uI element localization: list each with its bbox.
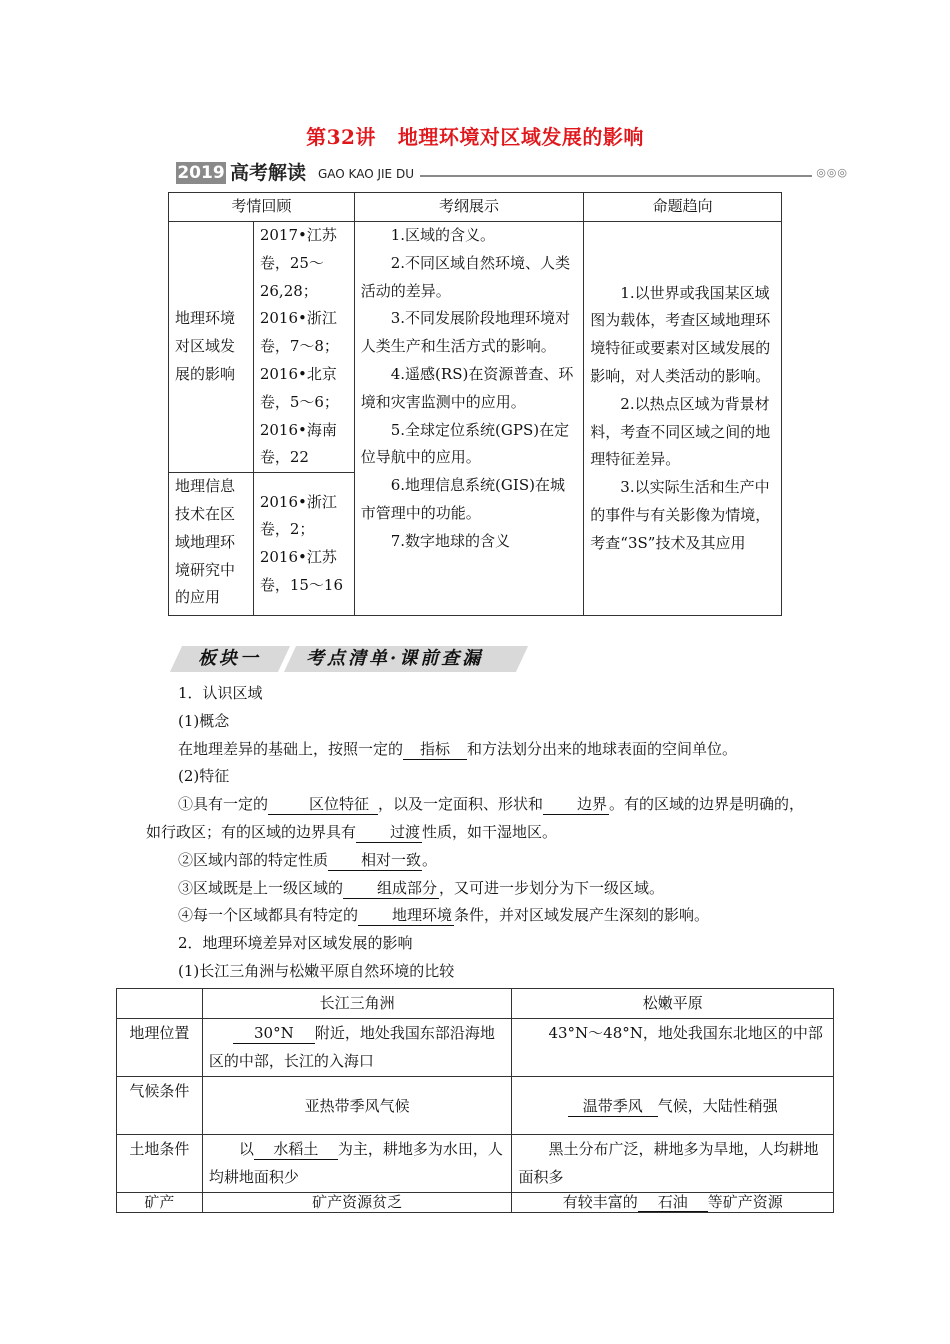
row-label: 气候条件 [117, 1077, 203, 1135]
paragraph: ②区域内部的特定性质 相对一致。 [178, 850, 438, 869]
header-blank [117, 989, 203, 1019]
row-label: 地理位置 [117, 1019, 203, 1077]
exam-cell: 2017•江苏卷，25～26,28；2016•浙江卷，7～8；2016•北京卷，5～6；2016•海南卷，22 [253, 222, 354, 473]
trend-item: 3.以实际生活和生产中的事件与有关影像为情境，考查“3S”技术及其应用 [590, 478, 771, 552]
fill-blank: 组成部分 [343, 878, 439, 899]
outline-item: 4.遥感(RS)在资源普查、环境和灾害监测中的应用。 [360, 364, 574, 411]
cell: 温带季风 气候，大陆性稍强 [512, 1077, 834, 1135]
header-songnen: 松嫩平原 [512, 989, 834, 1019]
outline-item: 6.地理信息系统(GIS)在城市管理中的功能。 [360, 476, 565, 522]
row-label: 矿产 [117, 1193, 203, 1213]
trend-item: 2.以热点区域为背景材料，考查不同区域之间的地理特征差异。 [590, 394, 771, 469]
paragraph: 在地理差异的基础上，按照一定的 指标 和方法划分出来的地球表面的空间单位。 [178, 739, 738, 758]
paragraph: ③区域既是上一级区域的 组成部分 ，又可进一步划分为下一级区域。 [178, 878, 665, 897]
outline-item: 5.全球定位系统(GPS)在定位导航中的应用。 [360, 420, 570, 467]
heading-1: 1．认识区域 [178, 684, 263, 702]
banner-year: 2019 [177, 163, 225, 183]
banner-dots-icon: ◎◎◎ [816, 166, 848, 179]
cell: 以 水稻土 为主，耕地多为水田，人均耕地面积少 [202, 1135, 512, 1193]
header-trend: 命题趋向 [584, 193, 782, 222]
trend-item: 1.以世界或我国某区域图为载体，考查区域地理环境特征或要素对区域发展的影响，对人类活动的影响。 [590, 283, 771, 385]
cell: 30°N 附近，地处我国东部沿海地区的中部，长江的入海口 [202, 1019, 512, 1077]
header-yangtze: 长江三角洲 [202, 989, 512, 1019]
section-label: 板块一 [198, 648, 261, 669]
cell: 黑土分布广泛，耕地多为旱地，人均耕地面积多 [512, 1135, 834, 1193]
topic-cell: 地理环境对区域发展的影响 [169, 222, 254, 473]
section-heading [176, 642, 526, 676]
outline-item: 1.区域的含义。 [390, 226, 496, 244]
subheading: (1)概念 [178, 711, 230, 730]
section-subtitle: 考点清单·课前查漏 [306, 648, 484, 669]
banner-name: 高考解读 [230, 162, 307, 184]
fill-blank: 30°N [233, 1023, 315, 1044]
trend-cell [584, 222, 782, 616]
cell: 亚热带季风气候 [202, 1077, 512, 1135]
outline-cell [354, 222, 584, 616]
row-label: 土地条件 [117, 1135, 203, 1193]
fill-blank: 水稻土 [254, 1139, 338, 1160]
exam-overview-table [168, 192, 782, 616]
outline-item: 7.数字地球的含义 [390, 531, 511, 550]
cell: 有较丰富的 石油 等矿产资源 [512, 1193, 834, 1213]
fill-blank: 相对一致 [328, 850, 422, 871]
header-outline: 考纲展示 [354, 193, 584, 222]
fill-blank: 石油 [638, 1193, 708, 1212]
paragraph: ④每一个区域都具有特定的 地理环境 条件，并对区域发展产生深刻的影响。 [178, 906, 710, 925]
page-title: 第32讲 地理环境对区域发展的影响 [306, 125, 644, 149]
fill-blank: 指标 [403, 739, 467, 760]
fill-blank: 过渡 [356, 822, 422, 843]
comparison-table [116, 988, 834, 1213]
fill-blank: 区位特征 [268, 794, 378, 815]
exam-cell: 2016•浙江卷，2；2016•江苏卷，15～16 [253, 473, 354, 616]
outline-item: 3.不同发展阶段地理环境对人类生产和生活方式的影响。 [360, 309, 571, 356]
header-review: 考情回顾 [169, 193, 355, 222]
exam-banner [176, 161, 848, 185]
heading-2: 2．地理环境差异对区域发展的影响 [178, 934, 413, 953]
subheading: (2)特征 [178, 767, 230, 786]
banner-rule [420, 175, 812, 177]
paragraph: ①具有一定的 区位特征 ，以及一定面积、形状和 边界 。有的区域的边界是明确的，如行政区；有的区域的边界具有 过渡 性质，如干湿地区。 [146, 795, 805, 841]
topic-cell: 地理信息技术在区域地理环境研究中的应用 [169, 473, 254, 616]
cell: 矿产资源贫乏 [202, 1193, 512, 1213]
banner-pinyin: GAO KAO JIE DU [318, 167, 414, 181]
content-body [146, 680, 806, 986]
outline-item: 2.不同区域自然环境、人类活动的差异。 [360, 253, 571, 300]
subheading: (1)长江三角洲与松嫩平原自然环境的比较 [178, 961, 455, 980]
fill-blank: 温带季风 [568, 1096, 658, 1117]
cell: 43°N～48°N，地处我国东北地区的中部 [512, 1019, 834, 1077]
fill-blank: 地理环境 [358, 905, 454, 926]
fill-blank: 边界 [543, 794, 609, 815]
